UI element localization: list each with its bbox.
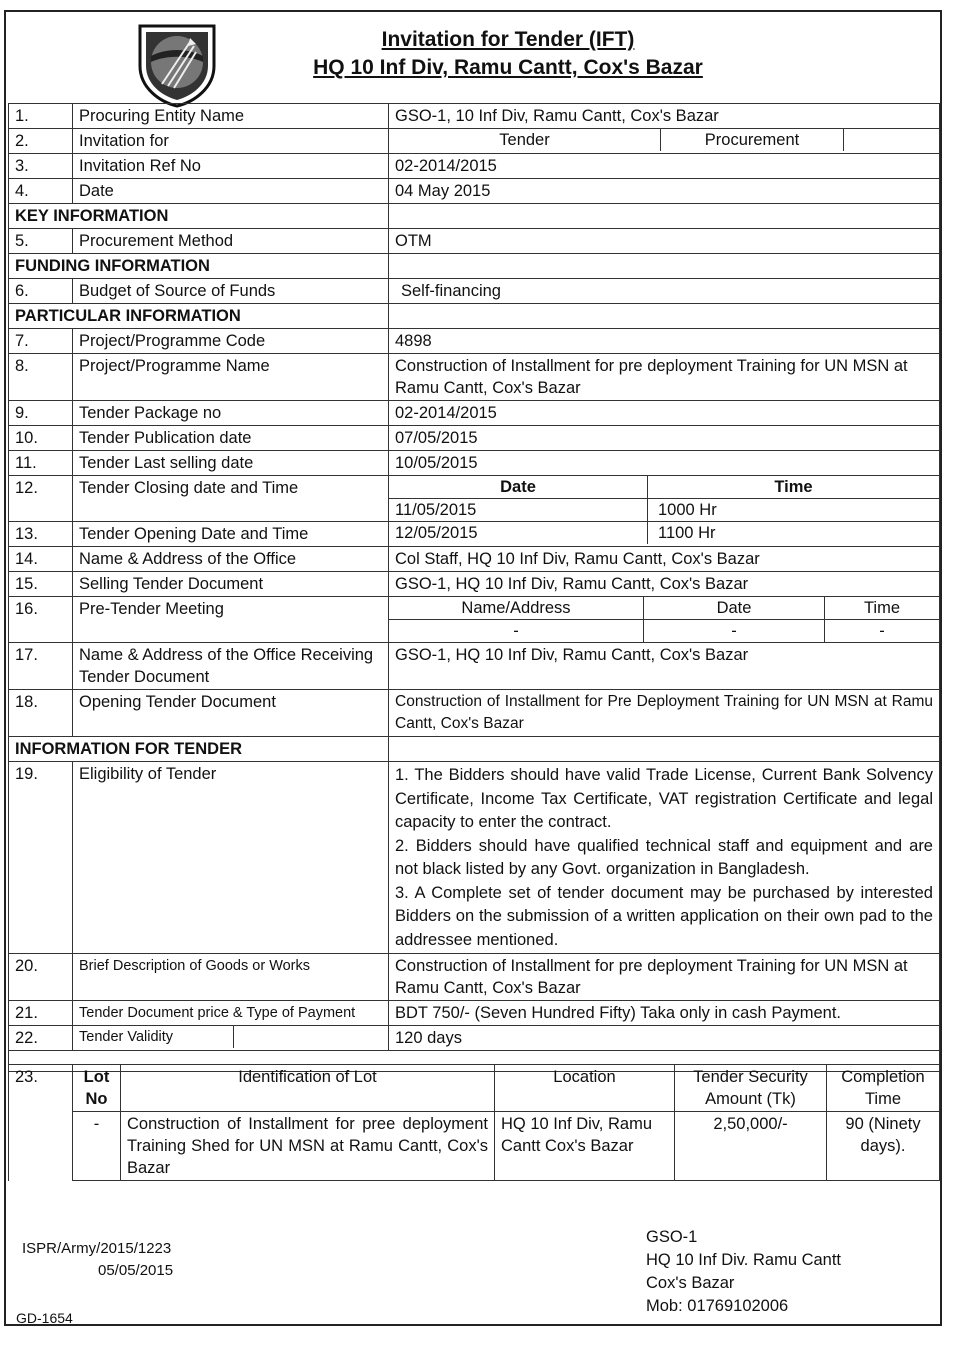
table-row: 20. Brief Description of Goods or Works Construction of Installment for pre deployment Training for UN MSN at Ramu Cantt, Cox's Bazar [9, 954, 940, 1001]
eligibility-clause-3: 3. A Complete set of tender document may be purchased by interested Bidders on the submission of a written application on their own pad to the addressee mentioned. [395, 883, 933, 949]
table-row: 15. Selling Tender Document GSO-1, HQ 10 Inf Div, Ramu Cantt, Cox's Bazar [9, 572, 940, 597]
table-row: 4. Date 04 May 2015 [9, 179, 940, 204]
table-row: 8. Project/Programme Name Construction of Installment for pre deployment Training for UN MSN at Ramu Cantt, Cox's Bazar [9, 354, 940, 401]
document-frame [4, 10, 942, 1326]
eligibility-clause-1: 1. The Bidders should have valid Trade License, Current Bank Solvency Certificate, Income Tax Certificate, VAT registration Certificate and legal capacity to enter the contract. [395, 766, 933, 831]
signer-mobile: Mob: 01769102006 [646, 1297, 789, 1315]
table-row: 3. Invitation Ref No 02-2014/2015 [9, 154, 940, 179]
document-subtitle: HQ 10 Inf Div, Ramu Cantt, Cox's Bazar [313, 56, 703, 79]
table-row: 7. Project/Programme Code 4898 [9, 329, 940, 354]
table-row: 16. Pre-Tender Meeting Name/Address Date Time - - - [9, 597, 940, 643]
ispr-reference: ISPR/Army/2015/1223 [22, 1240, 172, 1257]
signature-block [646, 1226, 841, 1318]
table-row: 21. Tender Document price & Type of Payment BDT 750/- (Seven Hundred Fifty) Taka only in cash Payment. [9, 1001, 940, 1026]
table-row: 9. Tender Package no 02-2014/2015 [9, 401, 940, 426]
table-row: - Construction of Installment for pree deployment Training Shed for UN MSN at Ramu Cantt, Cox's Bazar HQ 10 Inf Div, Ramu Cantt Cox's Bazar 2,50,000/- 90 (Ninety days). [9, 1112, 940, 1181]
table-row: 12. Tender Closing date and Time Date Time 11/05/2015 1000 Hr [9, 476, 940, 522]
section-heading: INFORMATION FOR TENDER [9, 737, 940, 762]
ispr-date: 05/05/2015 [98, 1262, 174, 1279]
table-row: 23. Lot No Identification of Lot Location Tender Security Amount (Tk) Completion Time [9, 1065, 940, 1112]
gd-number: GD-1654 [16, 1310, 73, 1326]
signer-office: HQ 10 Inf Div. Ramu Cantt [646, 1251, 842, 1269]
section-heading: PARTICULAR INFORMATION [9, 304, 940, 329]
signer-title: GSO-1 [646, 1228, 698, 1246]
signer-place: Cox's Bazar [646, 1274, 735, 1292]
table-row: 18. Opening Tender Document Construction of Installment for Pre Deployment Training for UN MSN at Ramu Cantt, Cox's Bazar [9, 690, 940, 737]
table-row: 5. Procurement Method OTM [9, 229, 940, 254]
table-row: 2. Invitation for Tender Procurement [9, 129, 940, 154]
section-heading: FUNDING INFORMATION [9, 254, 940, 279]
table-row: 1. Procuring Entity Name GSO-1, 10 Inf Div, Ramu Cantt, Cox's Bazar [9, 104, 940, 129]
table-row: 11. Tender Last selling date 10/05/2015 [9, 451, 940, 476]
table-row: 6. Budget of Source of Funds Self-financing [9, 279, 940, 304]
table-row: 17. Name & Address of the Office Receiving Tender Document GSO-1, HQ 10 Inf Div, Ramu Cantt, Cox's Bazar [9, 643, 940, 690]
document-header [6, 12, 940, 104]
table-row: 22. Tender Validity 120 days [9, 1026, 940, 1051]
document-title: Invitation for Tender (IFT) [381, 28, 635, 51]
tender-info-table [8, 103, 940, 1072]
lot-table [8, 1064, 940, 1181]
eligibility-clause-2: 2. Bidders should have qualified technical staff and equipment and are not black listed by any Govt. organization in Bangladesh. [395, 836, 933, 878]
table-row: 10. Tender Publication date 07/05/2015 [9, 426, 940, 451]
table-row: 14. Name & Address of the Office Col Staff, HQ 10 Inf Div, Ramu Cantt, Cox's Bazar [9, 547, 940, 572]
section-heading: KEY INFORMATION [9, 204, 940, 229]
table-row: 19. Eligibility of Tender 1. The Bidders should have valid Trade License, Current Bank Solvency Certificate, Income Tax Certificate, VAT registration Certificate and legal capacity to enter the contract. 2. Bidders should have qualified technical staff and equipment and are not black listed by any Govt. organization in Bangladesh. 3. A Complete set of tender document may be purchased by interested Bidders on the submission of a written application on their own pad to the addressee mentioned. [9, 762, 940, 954]
table-row: 13. Tender Opening Date and Time 12/05/2015 1100 Hr [9, 522, 940, 547]
